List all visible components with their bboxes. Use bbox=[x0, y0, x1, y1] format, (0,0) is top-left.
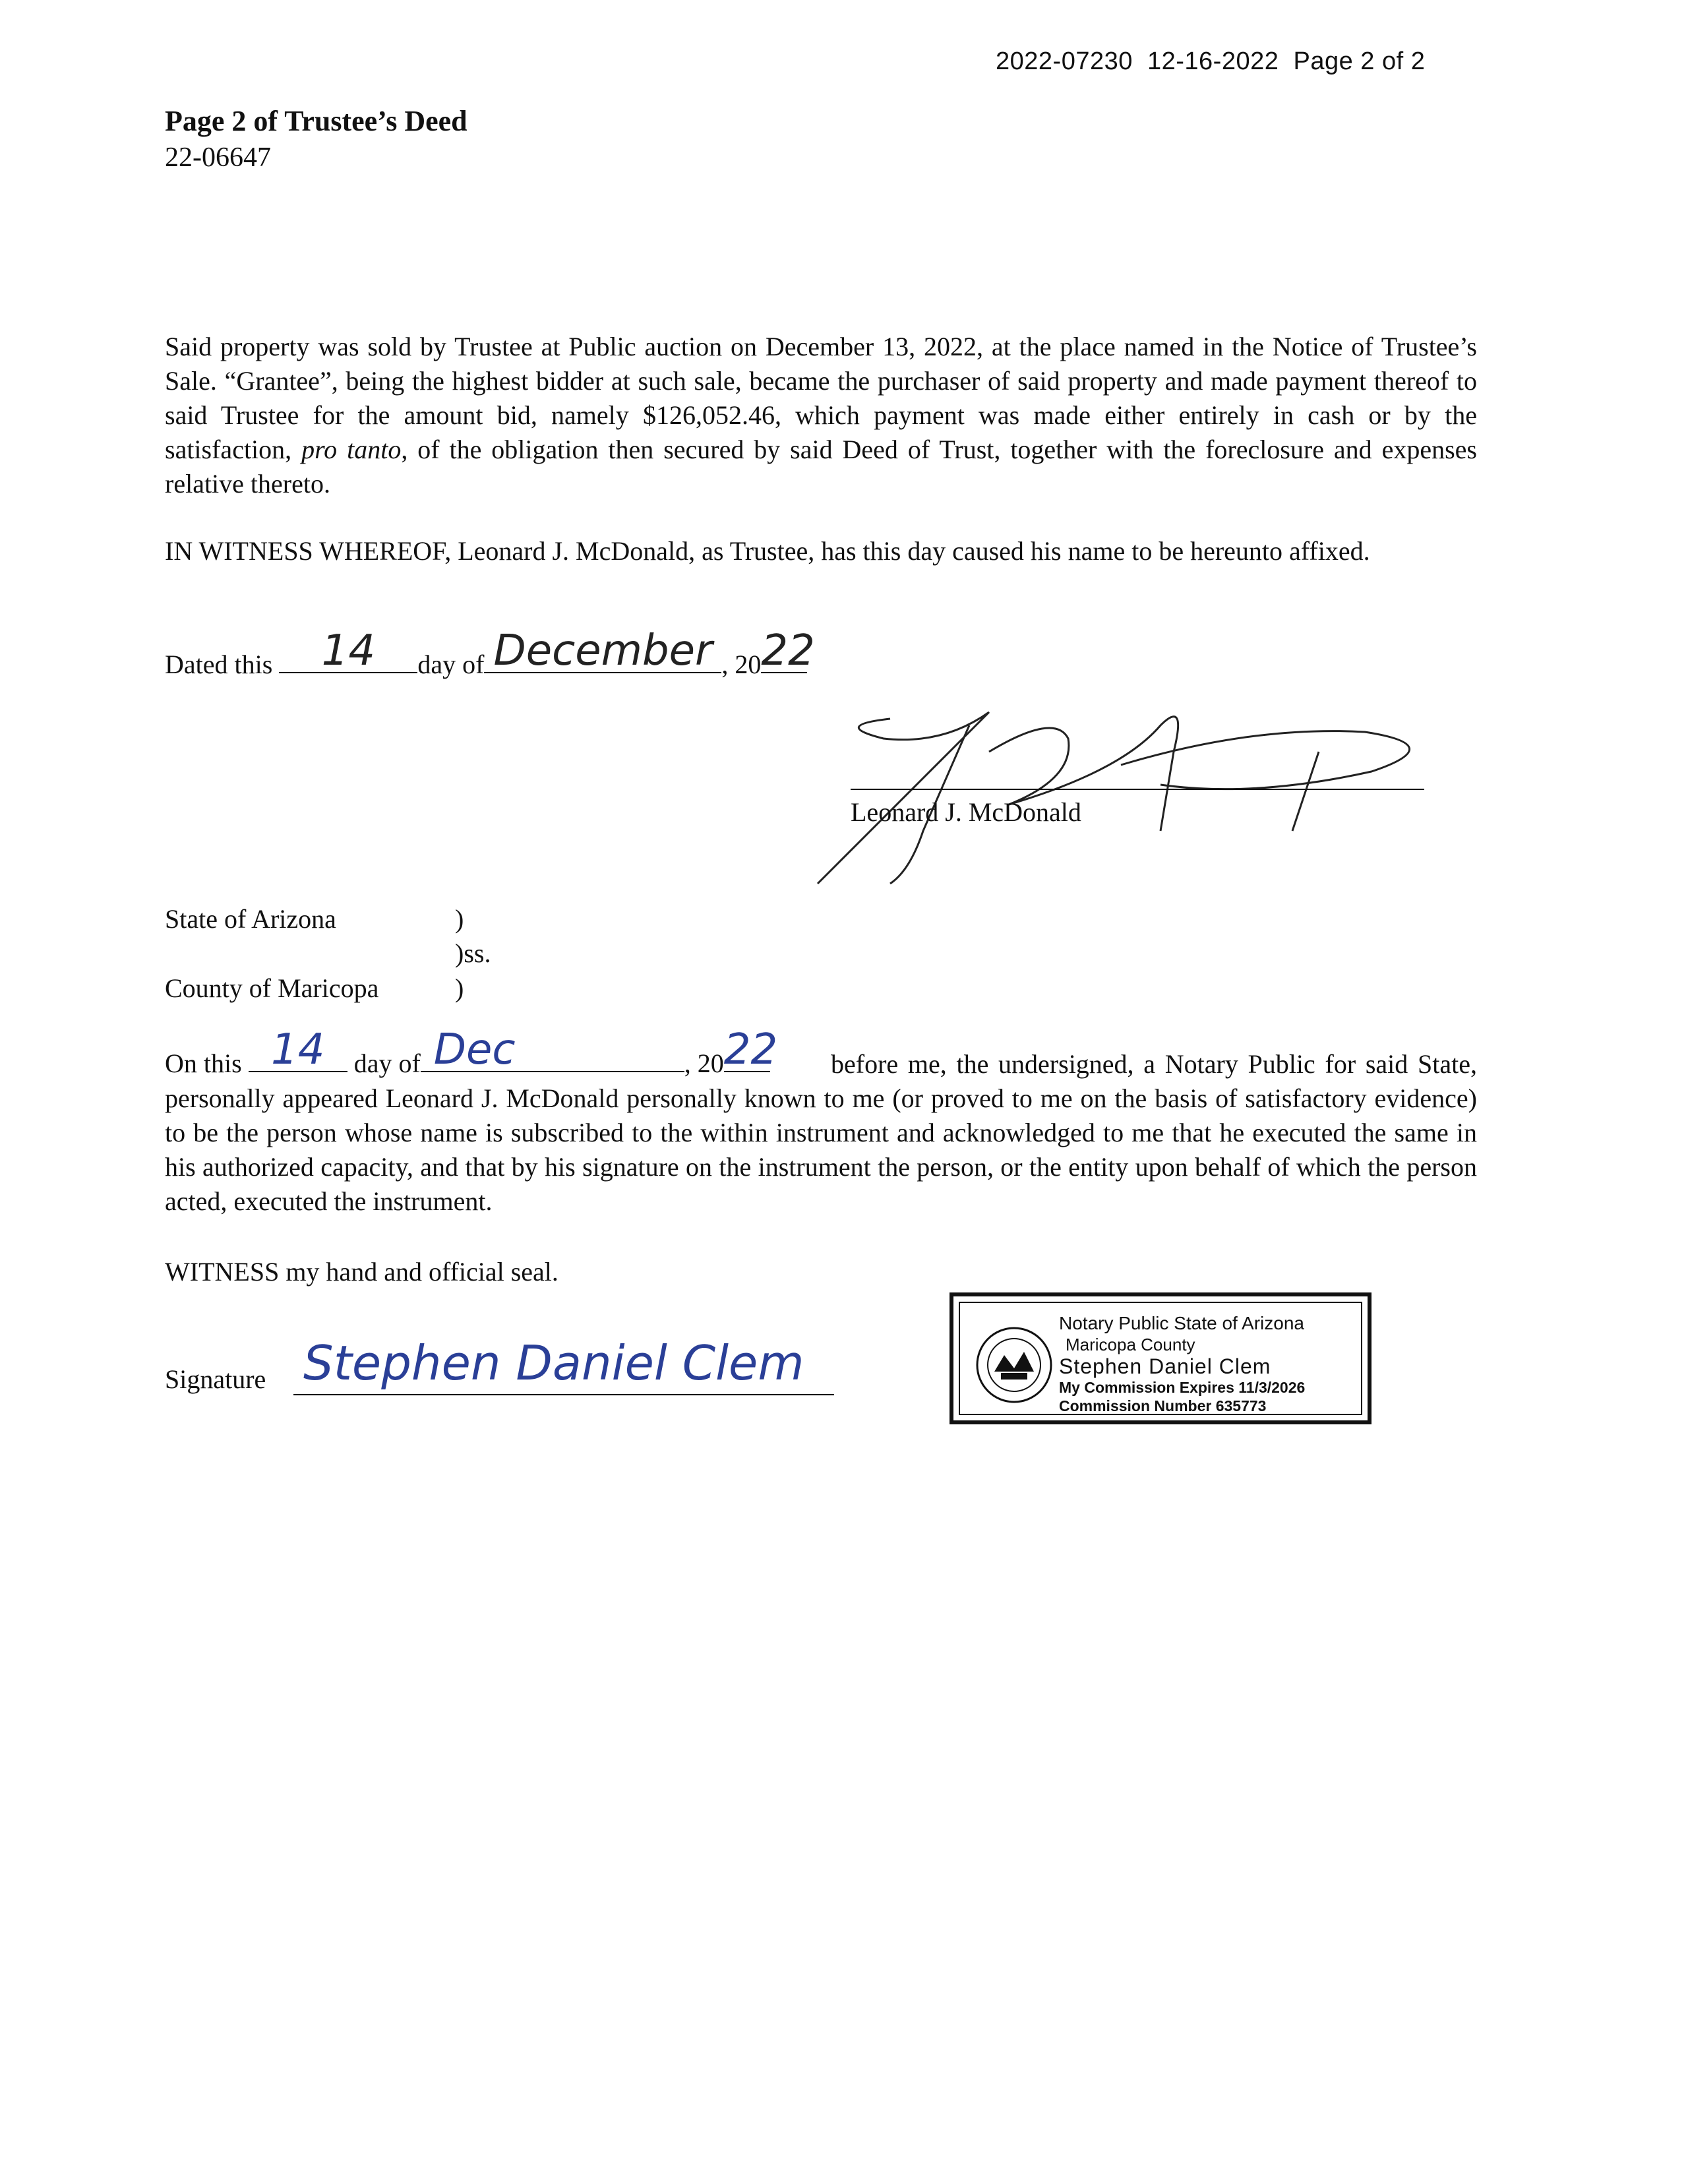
ack-year-prefix: , 20 bbox=[684, 1048, 724, 1078]
venue-ss: )ss. bbox=[455, 938, 491, 968]
dated-year-field bbox=[761, 626, 815, 675]
dated-year-handwritten: 22 bbox=[761, 626, 815, 675]
dated-day-field bbox=[279, 626, 417, 675]
recording-reference: 2022-07230 12-16-2022 Page 2 of 2 bbox=[996, 47, 1426, 75]
witness-whereof-paragraph: IN WITNESS WHEREOF, Leonard J. McDonald, as Trustee, has this day caused his name to be hereunto affixed. bbox=[165, 536, 1370, 566]
case-number: 22-06647 bbox=[165, 142, 271, 173]
notary-stamp-text bbox=[1059, 1312, 1354, 1415]
sale-text-part2: , of the obligation then secured by said Deed of Trust, together with the foreclosure and expenses relative thereto. bbox=[165, 435, 1477, 499]
dated-month-handwritten: December bbox=[493, 626, 713, 675]
dated-year-prefix: , 20 bbox=[721, 650, 762, 679]
notary-signature-label: Signature bbox=[165, 1364, 266, 1394]
ack-month-handwritten: Dec bbox=[433, 1025, 516, 1074]
ack-prefix: On this bbox=[165, 1048, 242, 1078]
dated-line bbox=[165, 626, 815, 680]
acknowledgment-body: before me, the undersigned, a Notary Public for said State, personally appeared Leonard J. McDonald personally known to me (or proved to me on the basis of satisfactory evidence) to be the person whose name is subscribed to the within instrument and acknowledged to me that he executed the same in his authorized capacity, and that by his signature on the instrument the person, or the entity upon behalf of which the person acted, executed the instrument. bbox=[165, 1049, 1477, 1216]
ack-year-handwritten: 22 bbox=[723, 1025, 778, 1074]
document-title: Page 2 of Trustee’s Deed bbox=[165, 105, 467, 137]
dated-prefix: Dated this bbox=[165, 650, 273, 679]
trustee-signature-line bbox=[851, 789, 1424, 790]
notary-stamp bbox=[950, 1292, 1372, 1424]
stamp-line-3: Stephen Daniel Clem bbox=[1059, 1354, 1271, 1378]
dated-month-field bbox=[484, 626, 721, 675]
ack-middle: day of bbox=[353, 1048, 421, 1078]
notary-stamp-inner-border bbox=[959, 1302, 1362, 1415]
stamp-line-1: Notary Public State of Arizona bbox=[1059, 1313, 1304, 1333]
venue-paren-2: ) bbox=[455, 973, 464, 1003]
dated-middle: day of bbox=[417, 650, 485, 679]
arizona-seal-icon bbox=[975, 1325, 1054, 1405]
sale-text-part1: Said property was sold by Trustee at Public auction on December 13, 2022, at the place named in the Notice of Trustee’s Sale. “Grantee”, being the highest bidder at such sale, became the purchaser of said property and made payment thereof to said Trustee for the amount bid, namely $126,052.46, which payment was made either entirely in cash or by the satisfaction, bbox=[165, 332, 1477, 464]
stamp-line-2: Maricopa County bbox=[1066, 1335, 1195, 1354]
witness-seal-text: WITNESS my hand and official seal. bbox=[165, 1257, 558, 1287]
venue-paren-1: ) bbox=[455, 904, 464, 934]
notary-handwritten-signature: Stephen Daniel Clem bbox=[303, 1335, 804, 1391]
notary-signature-line bbox=[293, 1394, 834, 1395]
venue-county: County of Maricopa bbox=[165, 973, 379, 1003]
sale-paragraph bbox=[165, 330, 1477, 501]
sale-text-italic: pro tanto bbox=[301, 435, 402, 464]
dated-day-handwritten: 14 bbox=[321, 626, 376, 675]
venue-state: State of Arizona bbox=[165, 904, 336, 934]
ack-day-handwritten: 14 bbox=[270, 1025, 325, 1074]
trustee-printed-name: Leonard J. McDonald bbox=[851, 797, 1081, 827]
stamp-line-4: My Commission Expires 11/3/2026 bbox=[1059, 1379, 1306, 1396]
stamp-line-5: Commission Number 635773 bbox=[1059, 1397, 1267, 1414]
